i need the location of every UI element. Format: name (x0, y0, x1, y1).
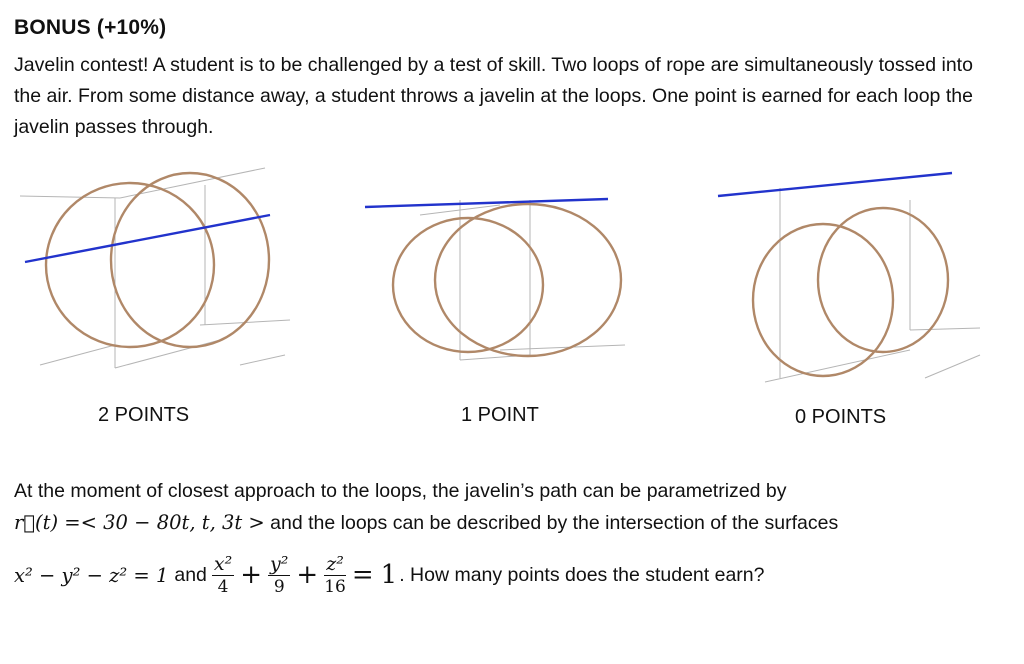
diagram-two-points-figure (20, 160, 300, 390)
plus-sign: + (296, 560, 319, 590)
diagram-two-points (20, 160, 300, 390)
and-word: and (174, 563, 207, 586)
rope-loop-left (753, 224, 893, 376)
problem-paragraph (14, 476, 1004, 539)
fraction-x (212, 553, 234, 598)
fraction-x-numerator: x² (213, 552, 233, 575)
rope-loop-left (46, 183, 214, 347)
rope-loop-left (393, 218, 543, 352)
diagram-one-point-figure (360, 160, 640, 390)
plus-sign: + (240, 560, 263, 590)
diagram-one-point (360, 160, 640, 390)
rope-loop-right (818, 208, 948, 352)
surfaces-equation-line (14, 540, 765, 610)
surface-hyperboloid: x² − y² − z² = 1 (14, 563, 169, 587)
javelin-line (718, 173, 952, 196)
fraction-x-denominator: 4 (217, 576, 229, 597)
problem-line-1: At the moment of closest approach to the loops, the javelin’s path can be parametrized by (14, 480, 787, 502)
equals-sign: = (351, 560, 374, 590)
javelin-path-expression: r⃗(t) =< 30 − 80t, t, 3t > (14, 511, 265, 534)
fraction-z (324, 553, 346, 598)
label-zero-points: 0 POINTS (795, 406, 887, 428)
heading: BONUS (+10%) (14, 16, 167, 39)
question-text: . How many points does the student earn? (399, 563, 765, 586)
axes-lines (420, 200, 625, 360)
fraction-y (268, 553, 290, 598)
intro-paragraph: Javelin contest! A student is to be challenged by a test of skill. Two loops of rope are simultaneously tossed into the air. From some distance away, a student throws a javelin at the loops. One point is earned for each loop the javelin passes through. (14, 54, 973, 138)
label-one-point: 1 POINT (461, 404, 539, 426)
ellipsoid-rhs: 1 (380, 560, 398, 590)
fraction-z-denominator: 16 (324, 576, 346, 597)
fraction-z-numerator: z² (326, 552, 344, 575)
diagram-zero-points (715, 160, 995, 390)
fraction-y-numerator: y² (270, 552, 289, 575)
javelin-line (365, 199, 608, 207)
diagram-zero-points-figure (715, 160, 995, 390)
problem-line-2: and the loops can be described by the intersection of the surfaces (264, 512, 839, 534)
rope-loop-right (435, 204, 621, 356)
javelin-line (25, 215, 270, 262)
label-two-points: 2 POINTS (98, 404, 190, 426)
fraction-y-denominator: 9 (273, 576, 285, 597)
